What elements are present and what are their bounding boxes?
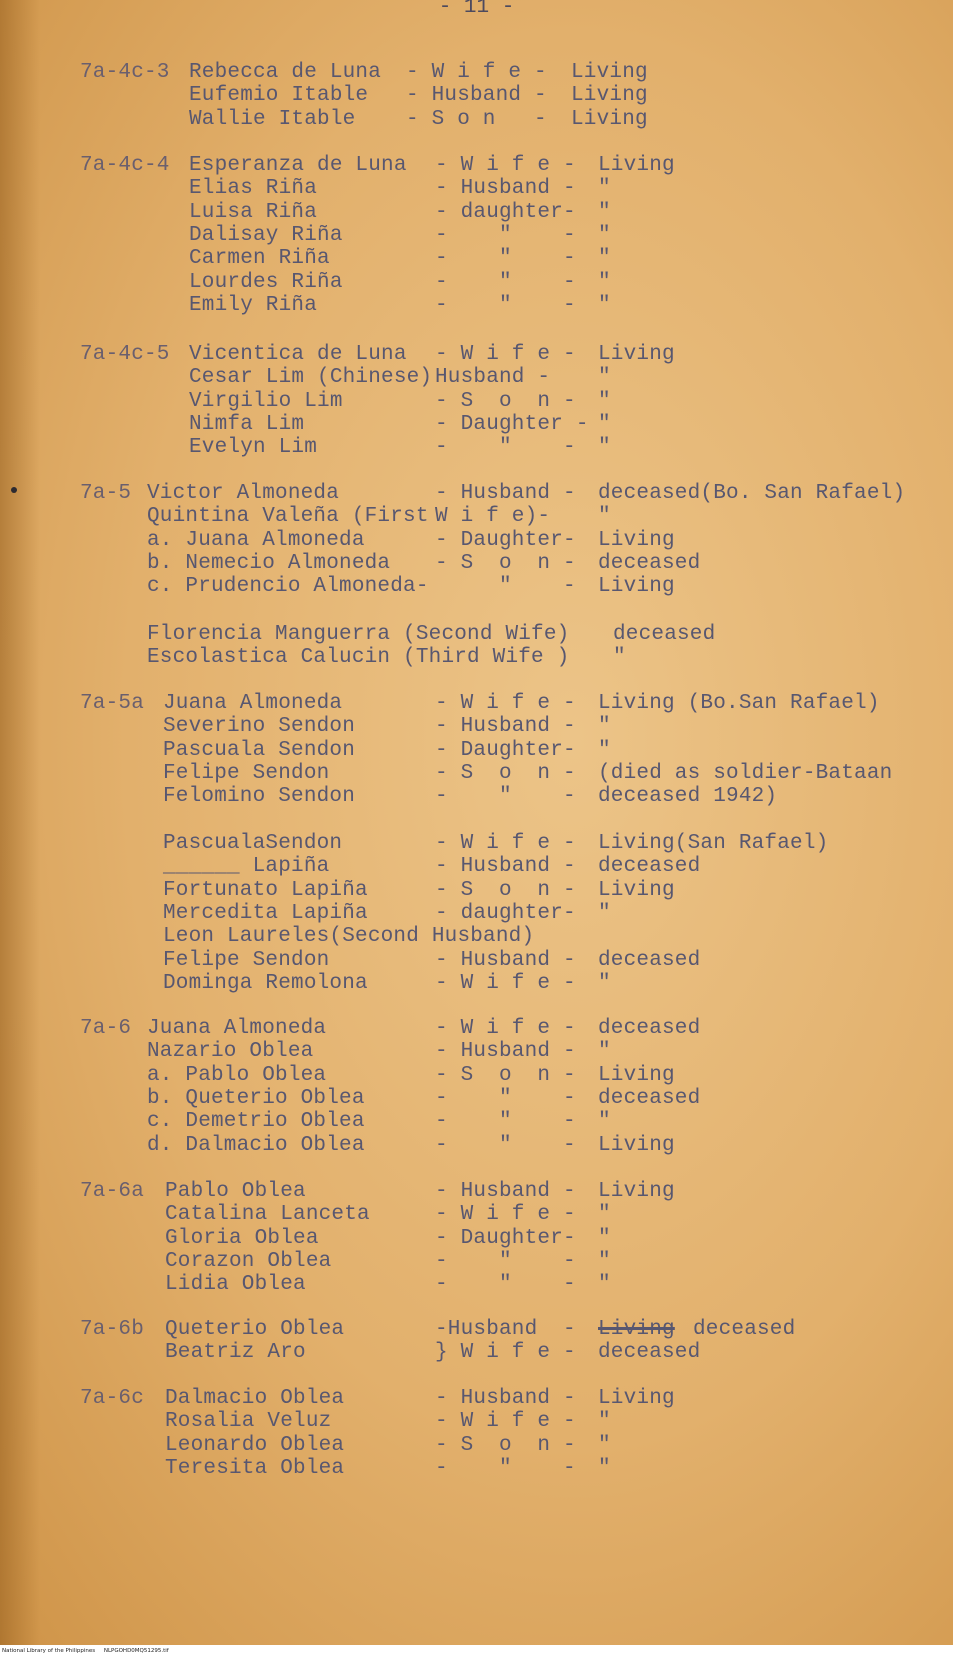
person-name: Felomino Sendon [163, 785, 356, 809]
status: " [598, 1456, 611, 1480]
relationship: - W i f e - [435, 1017, 576, 1040]
person-name: Esperanza de Luna [189, 154, 407, 177]
person-name: b. Nemecio Almoneda [147, 551, 391, 575]
person-name: Cesar Lim (Chinese) [189, 366, 433, 390]
relationship: - S o n - [435, 1063, 576, 1087]
status: Living (Bo.San Rafael) [598, 692, 880, 715]
status: Living [571, 107, 648, 131]
status: " [598, 715, 611, 739]
relationship: - W i f e - [435, 971, 576, 995]
status: " [598, 293, 611, 317]
status: " [613, 646, 626, 670]
person-name: Escolastica Calucin (Third Wife ) [147, 646, 570, 670]
person-name: Virgilio Lim [189, 389, 343, 413]
person-name: Corazon Oblea [165, 1249, 332, 1273]
person-name: d. Dalmacio Oblea [147, 1133, 365, 1157]
person-name: Dominga Remolona [163, 971, 368, 995]
person-name: c. Prudencio Almoneda- [147, 575, 429, 599]
relationship: - Daughter - [435, 412, 589, 436]
relationship: } W i f e - [435, 1341, 576, 1365]
entry-number: 7a-6c [80, 1387, 145, 1410]
relationship: - Husband - [435, 1180, 576, 1203]
person-name: Juana Almoneda [147, 1017, 327, 1040]
person-name: Dalmacio Oblea [165, 1387, 345, 1410]
relationship: - W i f e - [435, 1203, 576, 1227]
entry-number: 7a-5a [80, 692, 145, 715]
relationship: - S o n - [435, 878, 576, 902]
relationship: - " - [435, 1133, 576, 1157]
status: " [598, 1249, 611, 1273]
person-name: ______ Lapiña [163, 855, 330, 879]
relationship: - " - [435, 223, 576, 247]
relationship: - Husband - [435, 855, 576, 879]
person-name: Severino Sendon [163, 715, 356, 739]
struck-status: Living [598, 1318, 675, 1341]
ink-dot [11, 487, 17, 493]
person-name: a. Juana Almoneda [147, 528, 365, 552]
person-name: Elias Riña [189, 177, 318, 201]
status: Living [598, 343, 675, 366]
person-name: Gloria Oblea [165, 1226, 319, 1250]
relationship: - Husband - [435, 715, 576, 739]
status: Living [598, 154, 675, 177]
person-name: Lidia Oblea [165, 1273, 306, 1297]
entry-number: 7a-6 [80, 1017, 132, 1040]
person-name: Evelyn Lim [189, 436, 318, 460]
status: deceased [598, 1017, 701, 1040]
person-name: Luisa Riña [189, 200, 318, 224]
relationship: - Daughter- [435, 1226, 576, 1250]
status: deceased [598, 1086, 701, 1110]
relationship: - Husband - [406, 84, 547, 108]
status: deceased [598, 551, 701, 575]
relationship: - W i f e - [435, 832, 576, 855]
person-name: Eufemio Itable [189, 84, 369, 108]
person-name: Beatriz Aro [165, 1341, 306, 1365]
status: deceased(Bo. San Rafael) [598, 482, 906, 505]
relationship: - " - [435, 293, 576, 317]
status: " [598, 389, 611, 413]
status: " [598, 366, 611, 390]
status: Living [598, 1387, 675, 1410]
entry-number: 7a-4c-4 [80, 154, 170, 177]
entry-number: 7a-4c-3 [80, 61, 170, 84]
status: Living(San Rafael) [598, 832, 829, 855]
status: " [598, 200, 611, 224]
relationship: - S o n - [435, 1433, 576, 1457]
relationship: - " - [435, 436, 576, 460]
person-name: Florencia Manguerra (Second Wife) [147, 623, 570, 646]
relationship: - W i f e - [435, 343, 576, 366]
relationship: - Daughter- [435, 528, 576, 552]
status: " [598, 1273, 611, 1297]
entry-number: 7a-6a [80, 1180, 145, 1203]
status: " [598, 971, 611, 995]
person-name: Pablo Oblea [165, 1180, 306, 1203]
relationship: -Husband - [435, 1318, 576, 1341]
status: " [598, 1226, 611, 1250]
person-name: Emily Riña [189, 293, 318, 317]
status: Living [598, 528, 675, 552]
status: " [598, 1040, 611, 1064]
status: " [598, 505, 611, 529]
person-name: Nimfa Lim [189, 412, 305, 436]
status: deceased 1942) [598, 785, 778, 809]
status: deceased [693, 1318, 796, 1341]
relationship: - W i f e - [406, 61, 547, 84]
person-name: Vicentica de Luna [189, 343, 407, 366]
entry-number: 7a-6b [80, 1318, 145, 1341]
relationship: - " - [435, 1110, 576, 1134]
relationship: - S o n - [435, 761, 576, 785]
relationship: - " - [435, 270, 576, 294]
relationship: - S o n - [435, 389, 576, 413]
person-name: Felipe Sendon [163, 761, 330, 785]
person-name: Victor Almoneda [147, 482, 340, 505]
status: Living [598, 878, 675, 902]
page-number: - 11 - [438, 0, 515, 19]
relationship: " - [435, 575, 576, 599]
person-name: Juana Almoneda [163, 692, 343, 715]
status: (died as soldier-Bataan [598, 761, 893, 785]
person-name: Pascuala Sendon [163, 738, 356, 762]
relationship: - Daughter- [435, 738, 576, 762]
status: " [598, 738, 611, 762]
status: " [598, 247, 611, 271]
person-name: Catalina Lanceta [165, 1203, 370, 1227]
relationship: Husband - [435, 366, 551, 390]
person-name: Dalisay Riña [189, 223, 343, 247]
relationship: - W i f e - [435, 692, 576, 715]
relationship: - " - [435, 1249, 576, 1273]
person-name: c. Demetrio Oblea [147, 1110, 365, 1134]
status: " [598, 1110, 611, 1134]
person-name: Felipe Sendon [163, 948, 330, 972]
person-name: Wallie Itable [189, 107, 356, 131]
relationship: - W i f e - [435, 1410, 576, 1434]
relationship: - S o n - [406, 107, 547, 131]
entry-number: 7a-5 [80, 482, 132, 505]
relationship: - " - [435, 1086, 576, 1110]
status: deceased [598, 948, 701, 972]
status: " [598, 436, 611, 460]
relationship: - " - [435, 1456, 576, 1480]
person-name: Nazario Oblea [147, 1040, 314, 1064]
person-name: Leonardo Oblea [165, 1433, 345, 1457]
status: " [598, 412, 611, 436]
status: Living [598, 575, 675, 599]
status: deceased [598, 1341, 701, 1365]
person-name: Queterio Oblea [165, 1318, 345, 1341]
relationship: - daughter- [435, 200, 576, 224]
status: Living [598, 1180, 675, 1203]
status: " [598, 1410, 611, 1434]
relationship: - daughter- [435, 901, 576, 925]
relationship: W i f e)- [435, 505, 551, 529]
entry-number: 7a-4c-5 [80, 343, 170, 366]
person-name: Lourdes Riña [189, 270, 343, 294]
relationship: - Husband - [435, 948, 576, 972]
status: " [598, 901, 611, 925]
person-name: Carmen Riña [189, 247, 330, 271]
status: " [598, 270, 611, 294]
relationship: - Husband - [435, 1040, 576, 1064]
status: " [598, 223, 611, 247]
status: Living [571, 84, 648, 108]
status: deceased [613, 623, 716, 646]
person-name: Rosalia Veluz [165, 1410, 332, 1434]
relationship: - " - [435, 785, 576, 809]
archive-footer: National Library of the Philippines NLPGOHD0MQ51295.tif [0, 1645, 953, 1658]
relationship: - " - [435, 247, 576, 271]
status: " [598, 1433, 611, 1457]
person-name: Rebecca de Luna [189, 61, 382, 84]
person-name: Fortunato Lapiña [163, 878, 368, 902]
status: deceased [598, 855, 701, 879]
relationship: - Husband - [435, 177, 576, 201]
person-name: Leon Laureles(Second Husband) [163, 925, 535, 949]
person-name: Mercedita Lapiña [163, 901, 368, 925]
relationship: - " - [435, 1273, 576, 1297]
person-name: a. Pablo Oblea [147, 1063, 327, 1087]
person-name: Quintina Valeña (First [147, 505, 429, 529]
status: " [598, 177, 611, 201]
status: " [598, 1203, 611, 1227]
status: Living [598, 1063, 675, 1087]
status: Living [598, 1133, 675, 1157]
relationship: - W i f e - [435, 154, 576, 177]
relationship: - S o n - [435, 551, 576, 575]
person-name: Teresita Oblea [165, 1456, 345, 1480]
person-name: b. Queterio Oblea [147, 1086, 365, 1110]
relationship: - Husband - [435, 482, 576, 505]
person-name: PascualaSendon [163, 832, 343, 855]
relationship: - Husband - [435, 1387, 576, 1410]
status: Living [571, 61, 648, 84]
